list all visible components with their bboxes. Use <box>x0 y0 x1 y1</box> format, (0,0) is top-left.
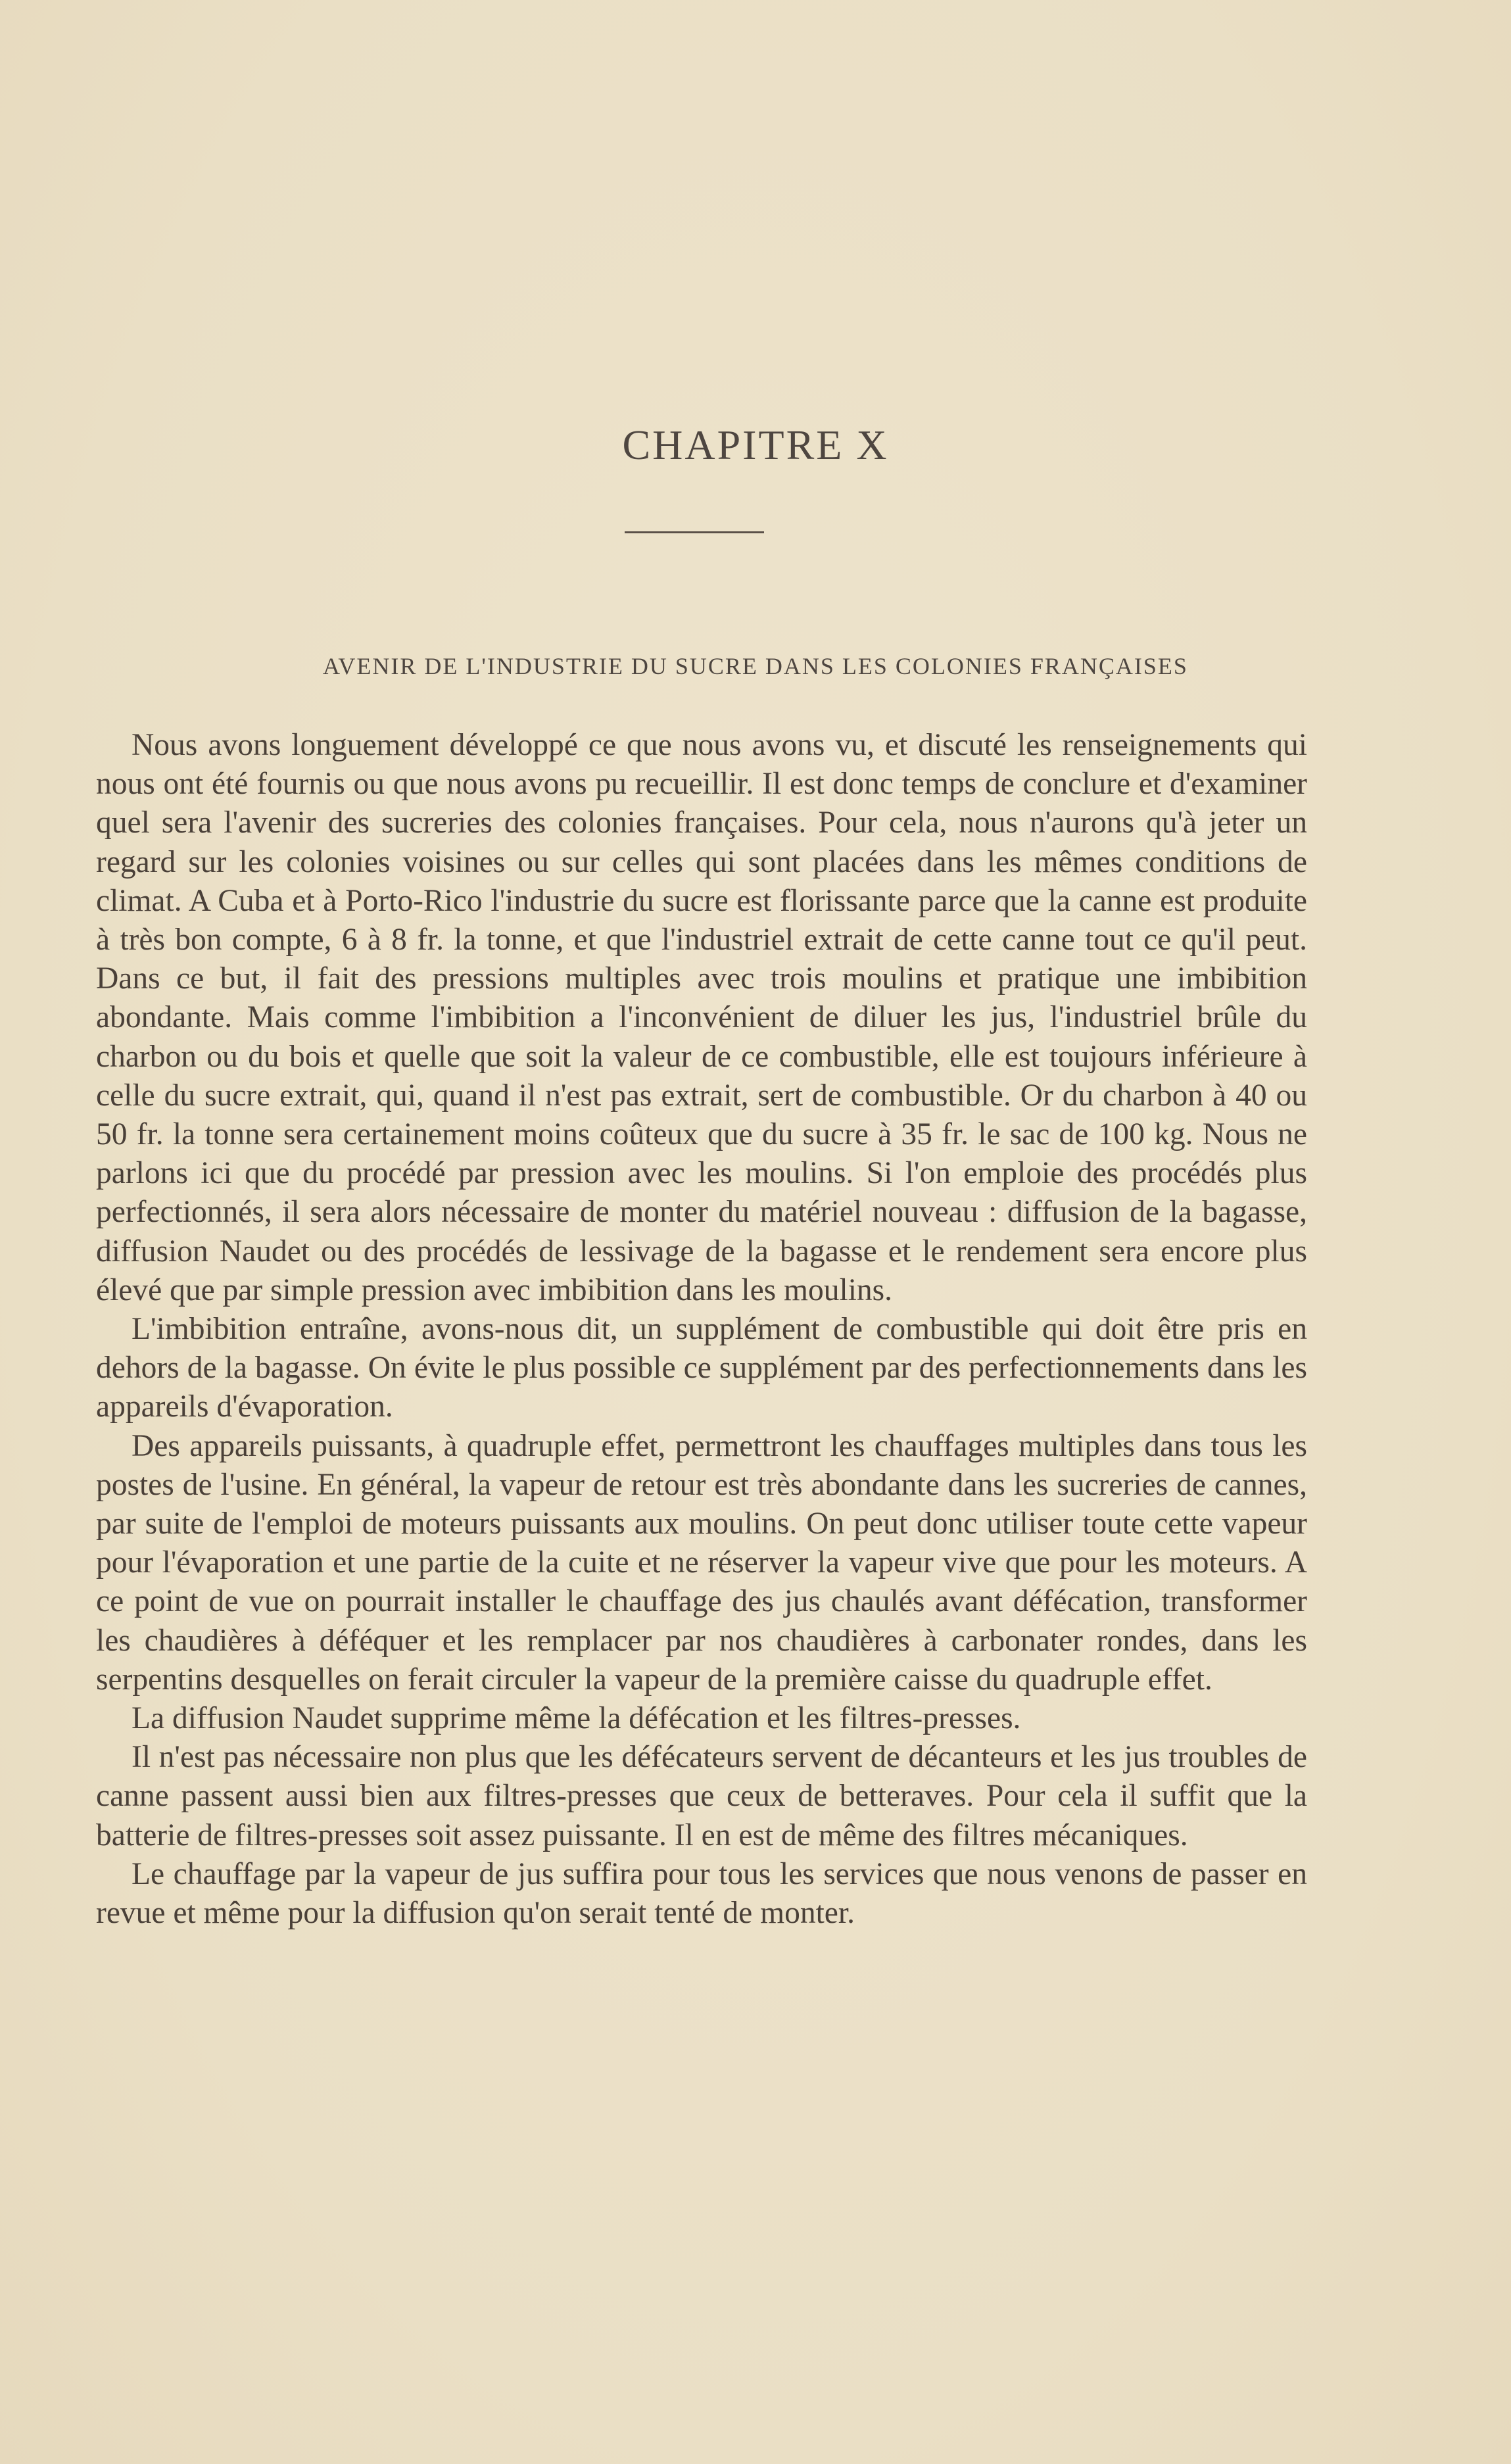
paragraph: L'imbibition entraîne, avons-nous dit, un supplément de combustible qui doit être pris en dehors de la bagasse. On évite le plus possible ce supplément par des perfectionnements dans les appareils d'évaporation. <box>96 1312 1307 1424</box>
paragraph: La diffusion Naudet supprime même la défécation et les filtres-presses. <box>132 1701 1021 1736</box>
paragraph: Nous avons longuement développé ce que nous avons vu, et discuté les renseignements qui nous ont été fournis ou que nous avons pu recueillir. Il est donc temps de conclure et d'examiner quel sera l'avenir des sucreries des colonies françaises. Pour cela, nous n'aurons qu'à jeter un regard sur les colonies voisines ou sur celles qui sont placées dans les mêmes conditions de climat. A Cuba et à Porto-Rico l'industrie du sucre est florissante parce que la canne est produite à très bon compte, 6 à 8 fr. la tonne, et que l'industriel extrait de cette canne tout ce qu'il peut. Dans ce but, il fait des pressions multiples avec trois moulins et pratique une imbibition abondante. Mais comme l'imbibition a l'inconvénient de diluer les jus, l'industriel brûle du charbon ou du bois et quelle que soit la valeur de ce combustible, elle est toujours inférieure à celle du sucre extrait, qui, quand il n'est pas extrait, sert de combustible. Or du charbon à 40 ou 50 fr. la tonne sera certainement moins coûteux que du sucre à 35 fr. le sac de 100 kg. Nous ne parlons ici que du procédé par pression avec les moulins. Si l'on emploie des procédés plus perfectionnés, il sera alors nécessaire de monter du matériel nouveau : diffusion de la bagasse, diffusion Naudet ou des procédés de lessivage de la bagasse et le rendement sera encore plus élevé que par simple pression avec imbibition dans les moulins. <box>96 728 1307 1307</box>
chapter-title: CHAPITRE X <box>622 422 889 468</box>
paragraph: Il n'est pas nécessaire non plus que les défécateurs servent de décanteurs et les jus troubles de canne passent aussi bien aux filtres-presses que ceux de betteraves. Pour cela il suffit que la batterie de filtres-presses soit assez puissante. Il en est de même des filtres mécaniques. <box>96 1740 1307 1852</box>
title-rule <box>625 531 764 533</box>
section-heading: AVENIR DE L'INDUSTRIE DU SUCRE DANS LES COLONIES FRANÇAISES <box>323 653 1188 679</box>
paragraph: Des appareils puissants, à quadruple effet, permettront les chauffages multiples dans tous les postes de l'usine. En général, la vapeur de retour est très abondante dans les sucreries de cannes, par suite de l'emploi de moteurs puissants aux moulins. On peut donc utiliser toute cette vapeur pour l'évaporation et une partie de la cuite et ne réserver la vapeur vive que pour les moteurs. A ce point de vue on pourrait installer le chauffage des jus chaulés avant défécation, transformer les chaudières à déféquer et les remplacer par nos chaudières à carbonater rondes, dans les serpentins desquelles on ferait circuler la vapeur de la première caisse du quadruple effet. <box>96 1428 1307 1697</box>
body-text <box>96 726 1307 1933</box>
paragraph: Le chauffage par la vapeur de jus suffira pour tous les services que nous venons de passer en revue et même pour la diffusion qu'on serait tenté de monter. <box>96 1856 1307 1931</box>
